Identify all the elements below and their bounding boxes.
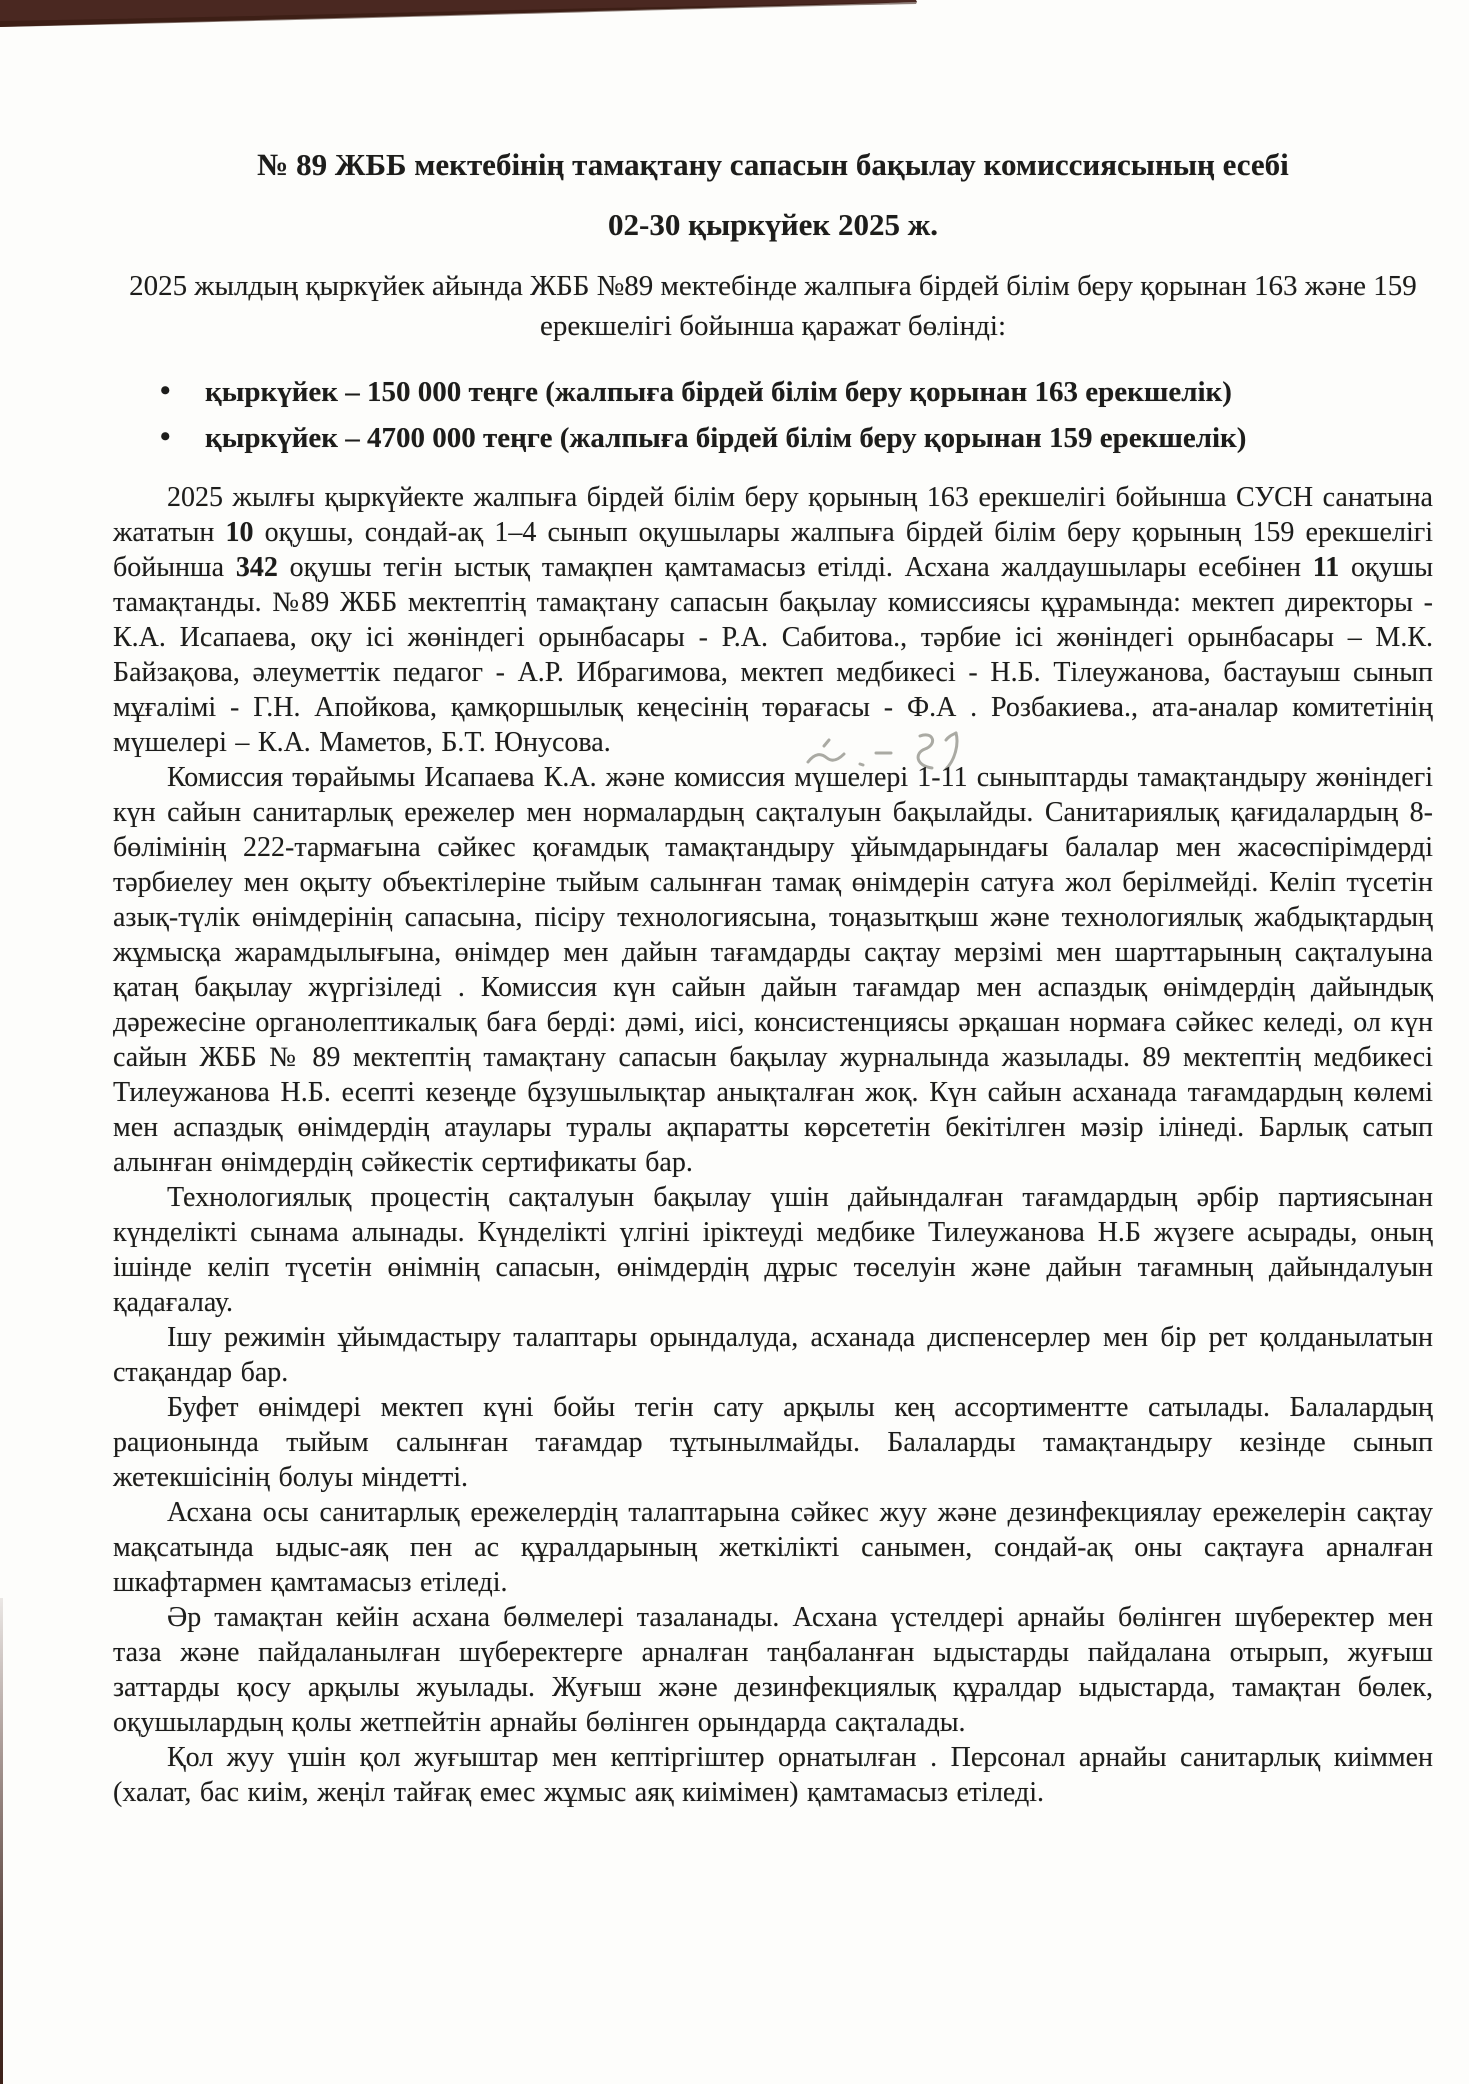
intro-paragraph: 2025 жылдың қыркүйек айында ЖББ №89 мектебінде жалпыға бірдей білім беру қорынан 163 және 159 ерекшелігі бойынша қаражат бөлінді: (129, 270, 1417, 342)
bullet-text: қыркүйек – 4700 000 теңге (жалпыға бірдей білім беру қорынан 159 ерекшелік) (205, 422, 1247, 454)
document-body (113, 480, 1433, 1810)
document-title: № 89 ЖББ мектебінің тамақтану сапасын бақылау комиссиясының есебі (257, 147, 1289, 182)
paragraph: Буфет өнімдері мектеп күні бойы тегін сату арқылы кең ассортиментте сатылады. Балалардың рационында тыйым салынған тағамдар тұтынылмайды. Балаларды тамақтандыру кезінде сынып жетекшісінің болуы міндетті. (113, 1392, 1433, 1493)
bullet-icon: • (160, 374, 171, 407)
list-item (113, 374, 1433, 410)
paragraph: Әр тамақтан кейін асхана бөлмелері тазаланады. Асхана үстелдері арнайы бөлінген шүберектер мен таза және пайдаланылған шүберектерге арналған таңбаланған ыдыстарды пайдалана отырып, жуғыш заттарды қосу арқылы жуылады. Жуғыш және дезинфекциялық құралдар ыдыстарда, тамақтан бөлек, оқушылардың қолы жетпейтін арнайы бөлінген орындарда сақталады. (113, 1602, 1433, 1738)
bullet-text: қыркүйек – 150 000 теңге (жалпыға бірдей білім беру қорынан 163 ерекшелік) (205, 376, 1232, 408)
document-date-line: 02-30 қыркүйек 2025 ж. (608, 207, 938, 242)
scan-edge-left (0, 1598, 3, 2084)
funding-bullet-list (113, 374, 1433, 456)
list-item (113, 420, 1433, 456)
paragraph: 2025 жылғы қыркүйекте жалпыға бірдей білім беру қорының 163 ерекшелігі бойынша СУСН санатына жататын 10 оқушы, сондай-ақ 1–4 сынып оқушылары жалпыға бірдей білім беру қорының 159 ерекшелігі бойынша 342 оқушы тегін ыстық тамақпен қамтамасыз етілді. Асхана жалдаушылары есебінен 11 оқушы тамақтанды. №89 ЖББ мектептің тамақтану сапасын бақылау комиссиясы құрамында: мектеп директоры - К.А. Исапаева, оқу ісі жөніндегі орынбасары - Р.А. Сабитова., тәрбие ісі жөніндегі орынбасары – М.К. Байзақова, әлеуметтік педагог - А.Р. Ибрагимова, мектеп медбикесі - Н.Б. Тілеужанова, бастауыш сынып мұғалімі - Г.Н. Апойкова, қамқоршылық кеңесінің төрағасы - Ф.А . Розбакиева., ата-аналар комитетінің мүшелері – К.А. Маметов, Б.Т. Юнусова. (113, 482, 1434, 758)
paragraph: Комиссия төрайымы Исапаева К.А. және комиссия мүшелері 1-11 сыныптарды тамақтандыру жөніндегі күн сайын санитарлық ережелер мен нормалардың сақталуын бақылайды. Санитариялық қағидалардың 8-бөлімінің 222-тармағына сәйкес қоғамдық тамақтандыру ұйымдарындағы балалар мен жасөспірімдерді тәрбиелеу мен оқыту объектілеріне тыйым салынған тамақ өнімдерін сатуға жол берілмейді. Келіп түсетін азық-түлік өнімдерінің сапасына, пісіру технологиясына, тоңазытқыш және технологиялық жабдықтардың жұмысқа жарамдылығына, өнімдер мен дайын тағамдарды сақтау мерзімі мен шарттарының сақталуына қатаң бақылау жүргізіледі . Комиссия күн сайын дайын тағамдар мен аспаздық өнімдердің дайындық дәрежесіне органолептикалық баға берді: дәмі, иісі, консистенциясы әрқашан нормаға сәйкес келеді, ол күн сайын ЖББ № 89 мектептің тамақтану сапасын бақылау журналында жазылады. 89 мектептің медбикесі Тилеужанова Н.Б. есепті кезеңде бұзушылықтар анықталған жоқ. Күн сайын асханада тағамдардың көлемі мен аспаздық өнімдердің атаулары туралы ақпаратты көрсететін бекітілген мәзір ілінеді. Барлық сатып алынған өнімдердің сәйкестік сертификаты бар. (113, 762, 1433, 1178)
paragraph: Асхана осы санитарлық ережелердің талаптарына сәйкес жуу және дезинфекциялау ережелерін сақтау мақсатында ыдыс-аяқ пен ас құралдарының жеткілікті санымен, сондай-ақ оны сақтауға арналған шкафтармен қамтамасыз етіледі. (113, 1497, 1433, 1598)
bullet-icon: • (160, 420, 171, 453)
scan-edge-top (0, 0, 930, 30)
paragraph: Ішу режимін ұйымдастыру талаптары орындалуда, асханада диспенсерлер мен бір рет қолданылатын стақандар бар. (113, 1322, 1433, 1388)
paragraph: Қол жуу үшін қол жуғыштар мен кептіргіштер орнатылған . Персонал арнайы санитарлық киіммен (халат, бас киім, жеңіл тайғақ емес жұмыс аяқ киімімен) қамтамасыз етіледі. (113, 1742, 1433, 1808)
paragraph: Технологиялық процестің сақталуын бақылау үшін дайындалған тағамдардың әрбір партиясынан күнделікті сынама алынады. Күнделікті үлгіні іріктеуді медбике Тилеужанова Н.Б жүзеге асырады, оның ішінде келіп түсетін өнімнің сапасын, өнімдердің дұрыс төселуін және дайын тағамның дайындалуын қадағалау. (113, 1182, 1433, 1318)
document-content (113, 146, 1433, 1810)
